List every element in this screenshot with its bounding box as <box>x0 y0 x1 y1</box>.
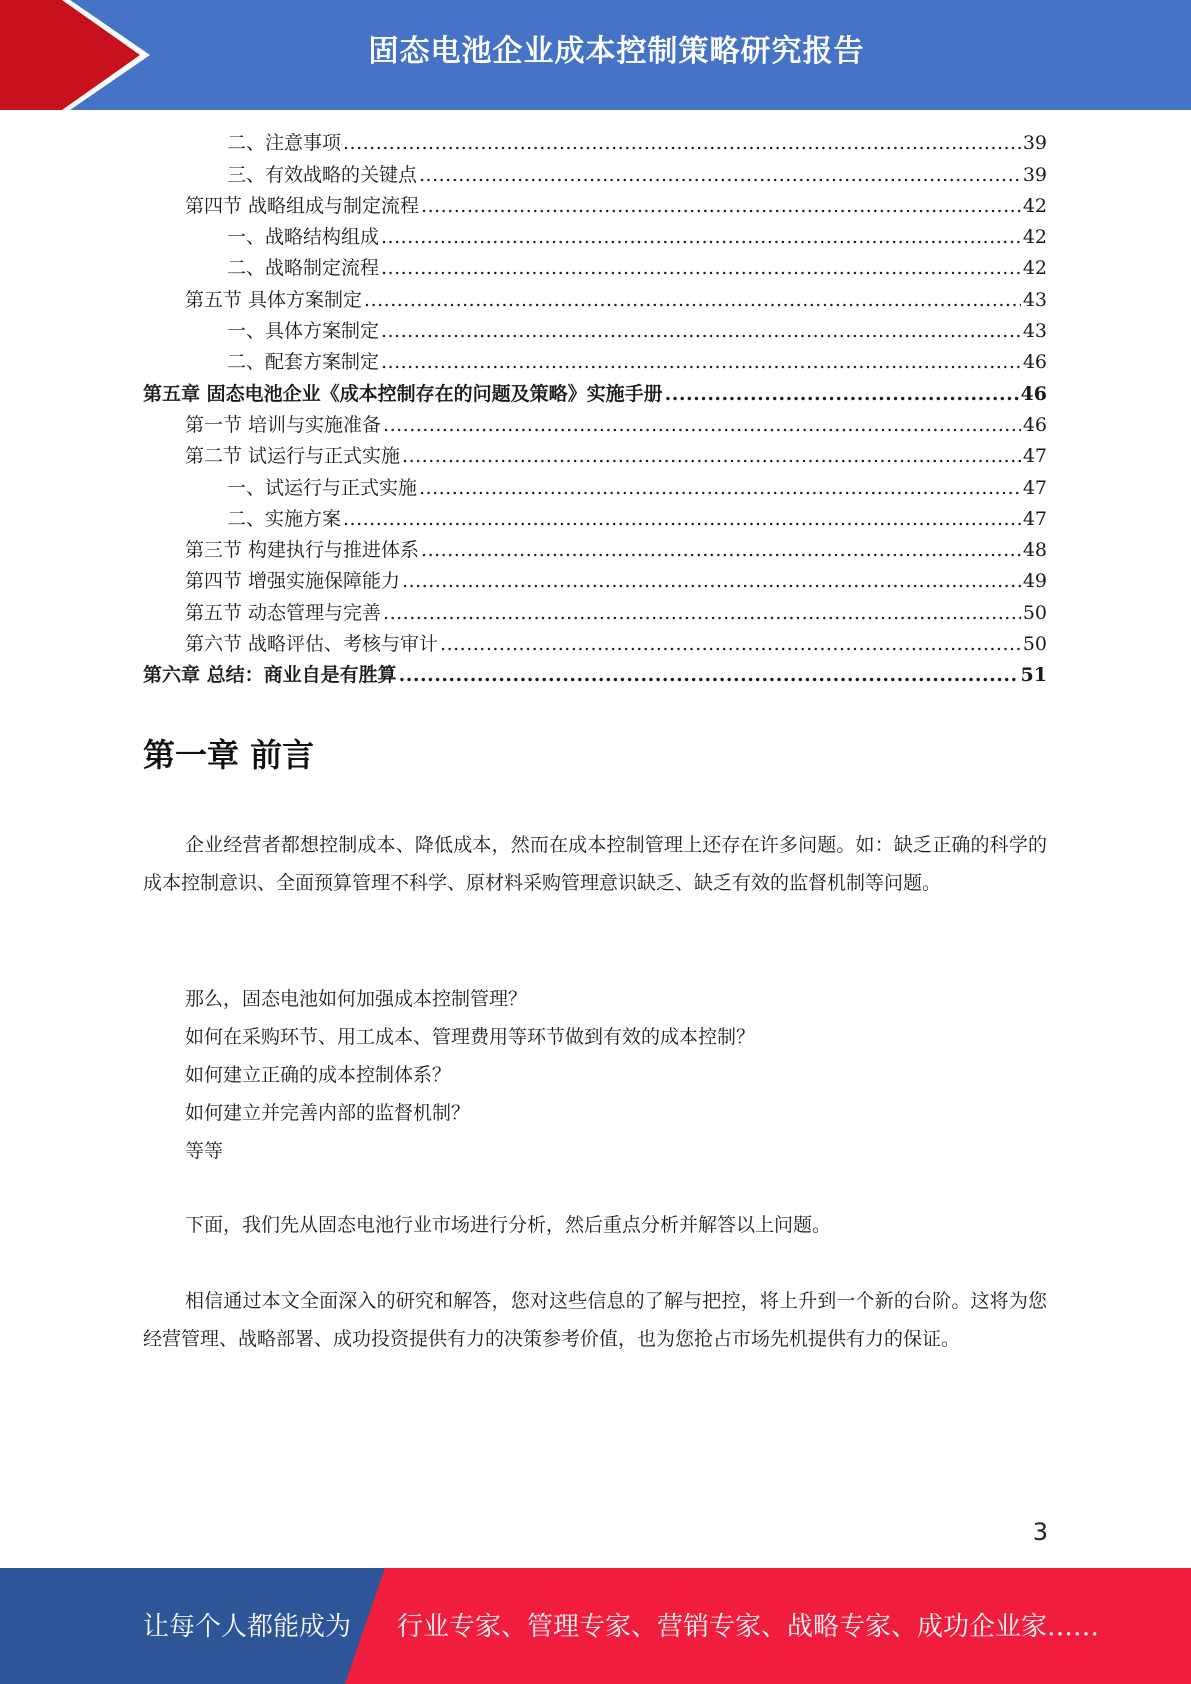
toc-leader-dots <box>381 316 1021 347</box>
chapter-heading: 第一章 前言 <box>143 736 315 774</box>
toc-entry-label: 第四节 增强实施保障能力 <box>185 570 401 593</box>
toc-leader-dots <box>402 441 1021 472</box>
toc-entry-page: 49 <box>1022 570 1047 593</box>
toc-leader-dots <box>421 535 1021 566</box>
toc-entry[interactable] <box>143 472 1047 503</box>
toc-entry[interactable] <box>143 378 1047 409</box>
toc-entry-page: 43 <box>1022 320 1047 343</box>
toc-entry-label: 第六章 总结：商业自是有胜算 <box>143 664 397 687</box>
toc-entry-page: 46 <box>1022 351 1047 374</box>
toc-entry-page: 39 <box>1022 163 1047 186</box>
toc-entry-page: 51 <box>1020 664 1047 687</box>
question-item: 如何在采购环节、用工成本、管理费用等环节做到有效的成本控制？ <box>185 1026 756 1048</box>
toc-entry-label: 第三节 构建执行与推进体系 <box>185 539 420 562</box>
toc-leader-dots <box>402 566 1021 597</box>
toc-entry-label: 二、配套方案制定 <box>227 351 380 374</box>
toc-entry-label: 三、有效战略的关键点 <box>227 163 418 186</box>
toc-entry[interactable] <box>143 597 1047 628</box>
paragraph-block-2 <box>143 1206 1047 1244</box>
toc-entry-label: 第二节 试运行与正式实施 <box>185 445 401 468</box>
toc-entry-label: 第六节 战略评估、考核与审计 <box>185 633 439 656</box>
toc-leader-dots <box>383 410 1021 441</box>
toc-leader-dots <box>399 660 1019 691</box>
footer-slogan-right: 行业专家、管理专家、营销专家、战略专家、成功企业家…… <box>397 1612 1100 1642</box>
toc-entry-label: 一、具体方案制定 <box>227 320 380 343</box>
question-item: 那么，固态电池如何加强成本控制管理？ <box>185 988 528 1010</box>
question-item: 等等 <box>185 1140 224 1162</box>
toc-entry[interactable] <box>143 347 1047 378</box>
toc-entry-label: 二、实施方案 <box>227 507 342 530</box>
toc-entry-label: 二、注意事项 <box>227 132 342 155</box>
toc-entry-label: 第四节 战略组成与制定流程 <box>185 194 420 217</box>
toc-entry-label: 一、试运行与正式实施 <box>227 476 418 499</box>
toc-leader-dots <box>421 191 1021 222</box>
paragraph-3: 相信通过本文全面深入的研究和解答，您对这些信息的了解与把控，将上升到一个新的台阶。这将为您经营管理、战略部署、成功投资提供有力的决策参考价值，也为您抢占市场先机提供有力的保证。 <box>143 1290 1047 1350</box>
paragraph-2: 下面，我们先从固态电池行业市场进行分析，然后重点分析并解答以上问题。 <box>185 1214 832 1236</box>
table-of-contents <box>143 128 1047 691</box>
question-item: 如何建立正确的成本控制体系？ <box>185 1064 452 1086</box>
paragraph-1: 企业经营者都想控制成本、降低成本，然而在成本控制管理上还存在许多问题。如：缺乏正确的科学的成本控制意识、全面预算管理不科学、原材料采购管理意识缺乏、缺乏有效的监督机制等问题。 <box>143 834 1047 894</box>
toc-entry[interactable] <box>143 316 1047 347</box>
page-footer <box>0 1568 1191 1684</box>
toc-entry-page: 47 <box>1022 476 1047 499</box>
toc-entry-page: 46 <box>1020 382 1047 405</box>
question-item: 如何建立并完善内部的监督机制？ <box>185 1102 471 1124</box>
toc-leader-dots <box>381 253 1021 284</box>
page-number: 3 <box>1032 1518 1048 1546</box>
page-header <box>0 0 1191 110</box>
toc-entry-page: 50 <box>1022 601 1047 624</box>
question-list <box>185 980 755 1170</box>
toc-entry-label: 第五节 具体方案制定 <box>185 288 363 311</box>
paragraph-block-3 <box>143 1282 1047 1358</box>
toc-entry-page: 46 <box>1022 413 1047 436</box>
toc-entry[interactable] <box>143 191 1047 222</box>
toc-entry-page: 39 <box>1022 132 1047 155</box>
toc-leader-dots <box>381 222 1021 253</box>
toc-entry-page: 47 <box>1022 507 1047 530</box>
toc-leader-dots <box>343 128 1021 159</box>
toc-entry-label: 第五节 动态管理与完善 <box>185 601 382 624</box>
toc-leader-dots <box>665 379 1019 410</box>
toc-entry[interactable] <box>143 159 1047 190</box>
toc-entry-page: 50 <box>1022 633 1047 656</box>
toc-entry-label: 二、战略制定流程 <box>227 257 380 280</box>
toc-entry-label: 第五章 固态电池企业《成本控制存在的问题及策略》实施手册 <box>143 382 663 405</box>
toc-entry[interactable] <box>143 660 1047 691</box>
toc-entry[interactable] <box>143 629 1047 660</box>
toc-entry[interactable] <box>143 410 1047 441</box>
toc-entry[interactable] <box>143 253 1047 284</box>
toc-leader-dots <box>381 347 1021 378</box>
toc-entry[interactable] <box>143 128 1047 159</box>
toc-entry[interactable] <box>143 535 1047 566</box>
toc-leader-dots <box>343 504 1021 535</box>
toc-entry-page: 42 <box>1022 226 1047 249</box>
toc-entry-label: 一、战略结构组成 <box>227 226 380 249</box>
intro-paragraph <box>143 826 1047 902</box>
toc-entry-page: 48 <box>1022 539 1047 562</box>
toc-entry[interactable] <box>143 284 1047 315</box>
toc-leader-dots <box>419 473 1021 504</box>
toc-entry[interactable] <box>143 222 1047 253</box>
toc-entry-label: 第一节 培训与实施准备 <box>185 413 382 436</box>
toc-entry[interactable] <box>143 504 1047 535</box>
toc-leader-dots <box>440 629 1021 660</box>
toc-entry[interactable] <box>143 441 1047 472</box>
footer-slogan-left: 让每个人都能成为 <box>143 1612 352 1642</box>
toc-entry-page: 42 <box>1022 257 1047 280</box>
toc-entry[interactable] <box>143 566 1047 597</box>
toc-leader-dots <box>383 598 1021 629</box>
toc-entry-page: 42 <box>1022 194 1047 217</box>
toc-entry-page: 47 <box>1022 445 1047 468</box>
toc-leader-dots <box>364 285 1021 316</box>
toc-entry-page: 43 <box>1022 288 1047 311</box>
report-title: 固态电池企业成本控制策略研究报告 <box>368 34 865 69</box>
toc-leader-dots <box>419 160 1021 191</box>
